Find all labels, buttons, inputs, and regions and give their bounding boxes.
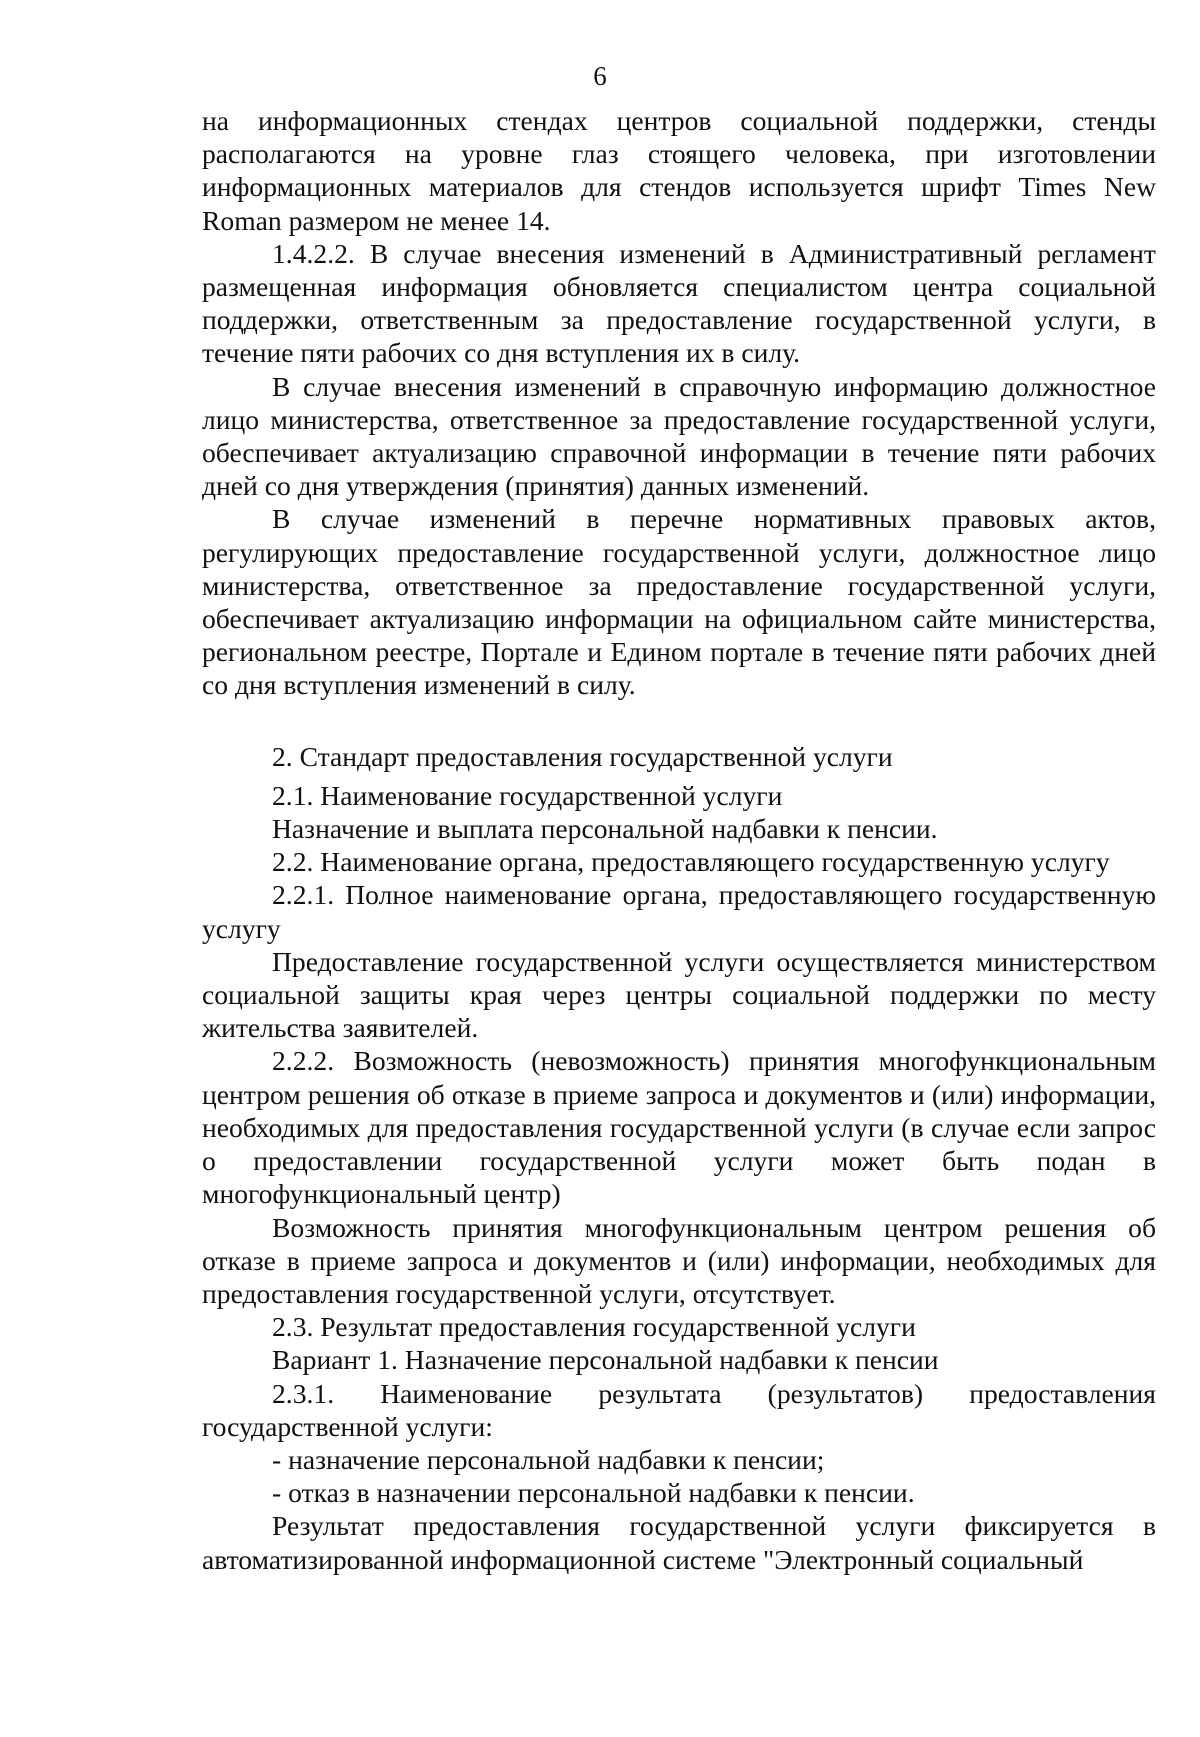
heading-2-2: 2.2. Наименование органа, предоставляющего государственную услугу <box>272 846 1110 878</box>
paragraph-ministry-provides: Предоставление государственной услуги осуществляется министерством социальной защиты края через центры социальной поддержки по месту жительства заявителей. <box>202 945 1156 1044</box>
section-spacer <box>202 702 1156 740</box>
heading-2-1: 2.1. Наименование государственной услуги <box>272 779 783 811</box>
document-body <box>202 104 1156 1576</box>
heading-2-2-1: 2.2.1. Полное наименование органа, предоставляющего государственную услугу <box>202 879 1156 944</box>
paragraph-reference-info-changes: В случае внесения изменений в справочную информацию должностное лицо министерства, ответственное за предоставление государственной услуги, обеспечивает актуализацию справочной информации в течение пяти рабочих дней со дня утверждения (принятия) данных изменений. <box>202 370 1156 502</box>
paragraph-service-name: Назначение и выплата персональной надбавки к пенсии. <box>272 813 938 845</box>
section-2-heading: 2. Стандарт предоставления государственной услуги <box>272 740 893 772</box>
paragraph-mfc-refusal-absent: Возможность принятия многофункциональным центром решения об отказе в приеме запроса и документов и (или) информации, необходимых для предоставления государственной услуги, отсутствует. <box>202 1211 1156 1309</box>
list-item-refusal: - отказ в назначении персональной надбавки к пенсии. <box>272 1477 915 1509</box>
paragraph-legal-acts-changes: В случае изменений в перечне нормативных правовых актов, регулирующих предоставление государственной услуги, должностное лицо министерства, ответственное за предоставление государственной услуги, обеспечивает актуализацию информации на официальном сайте министерства, региональном реестре, Портале и Едином портале в течение пяти рабочих дней со дня вступления изменений в силу. <box>202 503 1156 701</box>
heading-variant-1: Вариант 1. Назначение персональной надбавки к пенсии <box>272 1344 939 1376</box>
list-item-assignment: - назначение персональной надбавки к пенсии; <box>272 1443 825 1475</box>
heading-2-2-2: 2.2.2. Возможность (невозможность) принятия многофункциональным центром решения об отказе в приеме запроса и документов и (или) информации, необходимых для предоставления государственной услуги (в случае если запрос о предоставлении государственной услуги может быть подан в многофункциональный центр) <box>202 1045 1156 1210</box>
paragraph-stands-continuation: на информационных стендах центров социальной поддержки, стенды располагаются на уровне глаз стоящего человека, при изготовлении информационных материалов для стендов используется шрифт Times New Roman размером не менее 14. <box>202 105 1156 236</box>
page-number: 6 <box>593 61 607 91</box>
heading-2-3-1: 2.3.1. Наименование результата (результатов) предоставления государственной услуги: <box>202 1377 1156 1442</box>
paragraph-1-4-2-2: 1.4.2.2. В случае внесения изменений в Административный регламент размещенная информация обновляется специалистом центра социальной поддержки, ответственным за предоставление государственной услуги, в течение пяти рабочих со дня вступления их в силу. <box>202 237 1156 369</box>
paragraph-result-recorded: Результат предоставления государственной услуги фиксируется в автоматизированной информационной системе "Электронный социальный <box>202 1510 1156 1575</box>
heading-2-3: 2.3. Результат предоставления государственной услуги <box>272 1311 916 1343</box>
